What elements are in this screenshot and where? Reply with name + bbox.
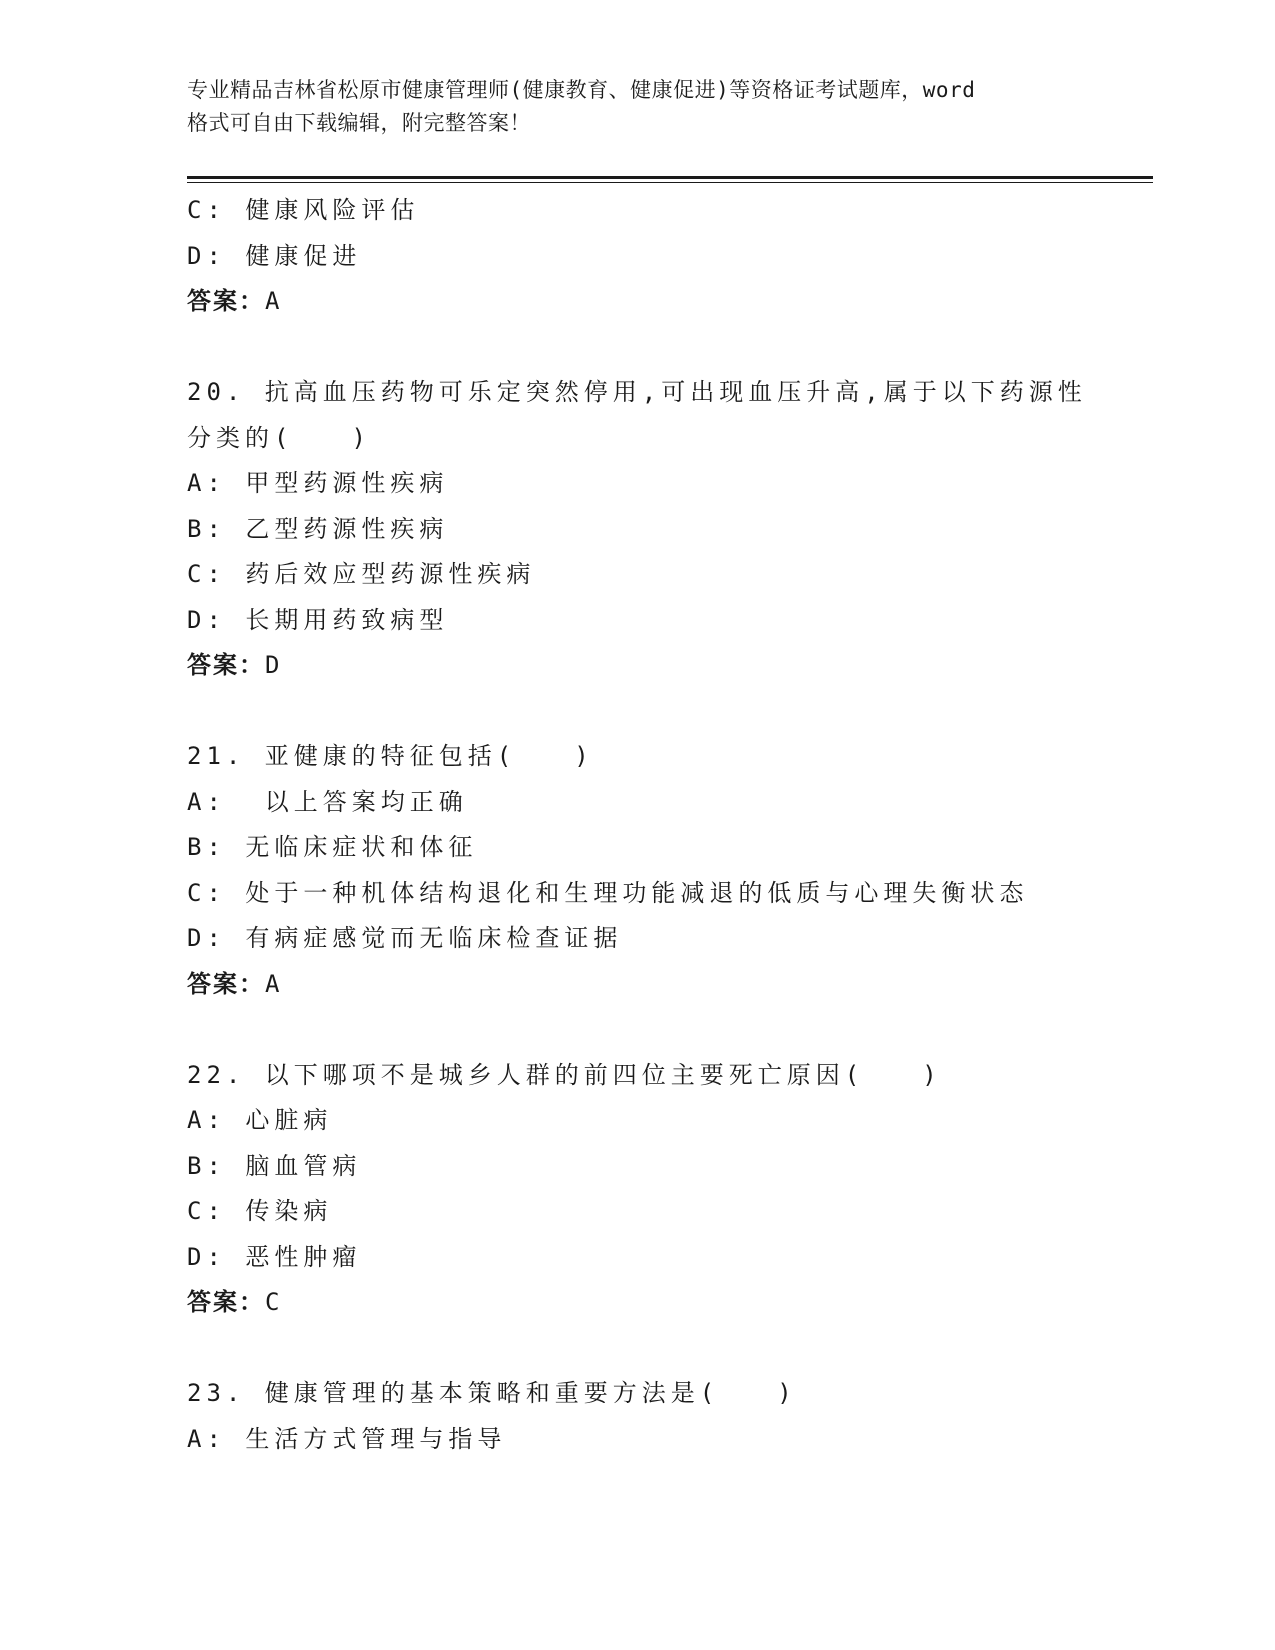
question-line: D: 有病症感觉而无临床检查证据 <box>187 924 623 952</box>
block-spacer <box>187 1326 1127 1372</box>
question-line: B: 脑血管病 <box>187 1151 362 1180</box>
answer-line <box>187 279 1127 325</box>
question-line: 20. 抗高血压药物可乐定突然停用,可出现血压升高,属于以下药源性 <box>187 378 1087 406</box>
answer-line <box>187 962 1127 1008</box>
question-block <box>187 734 1127 1007</box>
question-line: A: 以上答案均正确 <box>187 787 468 816</box>
question-line: D: 健康促进 <box>187 241 362 270</box>
question-line: C: 药后效应型药源性疾病 <box>187 560 536 588</box>
question-line: B: 无临床症状和体征 <box>187 833 478 861</box>
question-line: B: 乙型药源性疾病 <box>187 514 449 543</box>
question-line: C: 处于一种机体结构退化和生理功能减退的低质与心理失衡状态 <box>187 878 1029 907</box>
question-line: D: 恶性肿瘤 <box>187 1242 362 1271</box>
answer-value: A <box>265 287 282 315</box>
answer-label: 答案： <box>187 287 265 315</box>
answer-label: 答案： <box>187 651 265 679</box>
question-line: C: 健康风险评估 <box>187 196 420 224</box>
header-rule-thin <box>187 182 1153 183</box>
header-line-2: 格式可自由下载编辑，附完整答案！ <box>187 111 531 135</box>
answer-value: A <box>265 969 282 998</box>
question-line: 分类的( ) <box>187 423 371 452</box>
question-line: 21. 亚健康的特征包括( ) <box>187 742 594 770</box>
answer-value: D <box>265 651 282 679</box>
header-line-1: 专业精品吉林省松原市健康管理师(健康教育、健康促进)等资格证考试题库，word <box>187 78 976 102</box>
question-line: C: 传染病 <box>187 1197 333 1225</box>
question-line: 22. 以下哪项不是城乡人群的前四位主要死亡原因( ) <box>187 1060 942 1089</box>
question-line: 23. 健康管理的基本策略和重要方法是( ) <box>187 1379 797 1407</box>
question-block <box>187 370 1127 689</box>
block-spacer <box>187 325 1127 371</box>
question-block <box>187 1371 1127 1462</box>
question-block <box>187 1053 1127 1326</box>
answer-value: C <box>265 1288 282 1316</box>
question-line: D: 长期用药致病型 <box>187 605 449 634</box>
question-line: A: 生活方式管理与指导 <box>187 1424 507 1453</box>
question-list <box>187 188 1127 1462</box>
page-header <box>187 74 1107 140</box>
answer-line <box>187 1280 1127 1326</box>
block-spacer <box>187 1007 1127 1053</box>
question-line: A: 甲型药源性疾病 <box>187 469 449 497</box>
answer-line <box>187 643 1127 689</box>
block-spacer <box>187 689 1127 735</box>
question-line: A: 心脏病 <box>187 1106 333 1134</box>
question-block <box>187 188 1127 325</box>
header-rule-thick <box>187 176 1153 179</box>
answer-label: 答案： <box>187 969 265 998</box>
answer-label: 答案： <box>187 1288 265 1316</box>
